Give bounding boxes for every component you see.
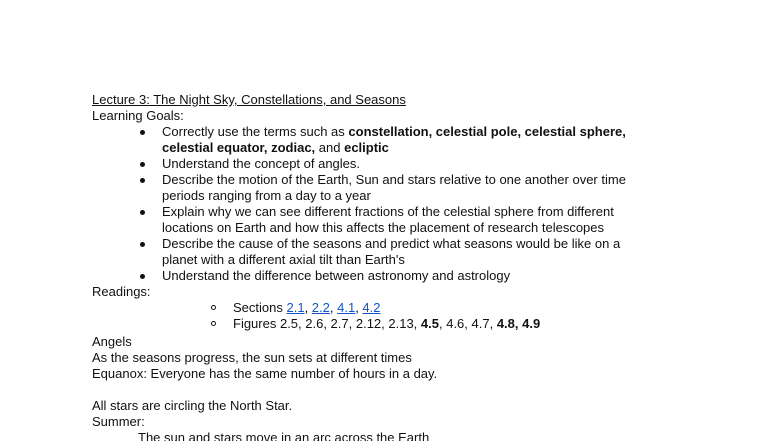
goal-6-line-1: Understand the difference between astronomy and astrology: [162, 268, 511, 283]
note-equanox: Equanox: Everyone has the same number of hours in a day.: [92, 366, 438, 381]
sections-sep: ,: [304, 300, 312, 315]
note-seasons: As the seasons progress, the sun sets at different times: [92, 350, 412, 365]
bullet-icon: [140, 242, 145, 247]
lecture-title: Lecture 3: The Night Sky, Constellations, and Seasons: [92, 92, 406, 107]
learning-goals-label: Learning Goals:: [92, 108, 184, 123]
goal-4-line-2: locations on Earth and how this affects the placement of research telescopes: [162, 220, 605, 235]
bullet-icon: [140, 130, 145, 135]
figures-bold-1: 4.5: [420, 316, 439, 331]
goal-1-terms-3: ecliptic: [344, 140, 389, 155]
sections-line: [233, 300, 381, 316]
section-link-2-1[interactable]: 2.1: [286, 300, 305, 315]
goal-1-terms-2: celestial equator, zodiac,: [162, 140, 316, 155]
readings-label: Readings:: [92, 284, 151, 299]
bullet-icon: [140, 210, 145, 215]
note-north-star: All stars are circling the North Star.: [92, 398, 293, 413]
figures-prefix: Figures 2.5, 2.6, 2.7, 2.12, 2.13,: [233, 316, 421, 331]
section-link-4-1[interactable]: 4.1: [337, 300, 356, 315]
note-summer-detail: The sun and stars move in an arc across the Earth: [138, 430, 430, 441]
goal-1-terms: constellation, celestial pole, celestial sphere,: [348, 124, 626, 139]
section-link-4-2[interactable]: 4.2: [362, 300, 381, 315]
goal-4-line-1: Explain why we can see different fractions of the celestial sphere from different: [162, 204, 614, 219]
figures-line: [233, 316, 540, 332]
goal-1-line-1: [162, 124, 626, 140]
goal-1-line-2: [162, 140, 389, 156]
bullet-icon: [140, 178, 145, 183]
goal-5-line-1: Describe the cause of the seasons and predict what seasons would be like on a: [162, 236, 621, 251]
circle-bullet-icon: [211, 321, 216, 326]
bullet-icon: [140, 162, 145, 167]
goal-2-line-1: Understand the concept of angles.: [162, 156, 361, 171]
goal-3-line-1: Describe the motion of the Earth, Sun and stars relative to one another over time: [162, 172, 626, 187]
bullet-icon: [140, 274, 145, 279]
note-summer: Summer:: [92, 414, 145, 429]
note-angels: Angels: [92, 334, 132, 349]
goal-1-and: and: [315, 140, 345, 155]
goal-5-line-2: planet with a different axial tilt than Earth's: [162, 252, 405, 267]
section-link-2-2[interactable]: 2.2: [311, 300, 330, 315]
circle-bullet-icon: [211, 305, 216, 310]
sections-prefix: Sections: [233, 300, 287, 315]
goal-1-text: Correctly use the terms such as: [162, 124, 349, 139]
sections-sep: ,: [355, 300, 363, 315]
figures-bold-2: 4.8, 4.9: [496, 316, 541, 331]
figures-mid: , 4.6, 4.7,: [438, 316, 497, 331]
sections-sep: ,: [329, 300, 338, 315]
goal-3-line-2: periods ranging from a day to a year: [162, 188, 371, 203]
